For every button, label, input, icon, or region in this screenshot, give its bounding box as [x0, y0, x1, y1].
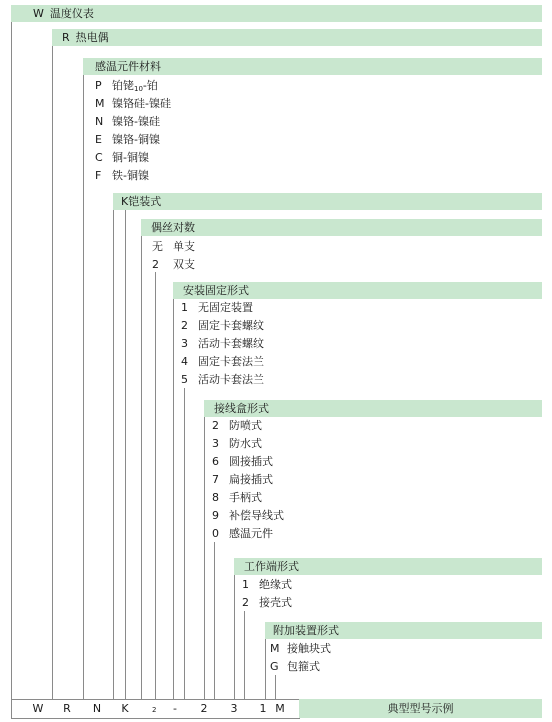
workend-item [242, 594, 292, 611]
connector-line [113, 210, 114, 699]
workend-item-label: 绝缘式 [259, 578, 292, 591]
mounting-item [181, 299, 253, 316]
connector-line [265, 639, 266, 699]
mounting-title: 安装固定形式 [183, 284, 249, 297]
junction-item-label: 扁接插式 [229, 473, 273, 486]
pairs-title: 偶丝对数 [151, 221, 195, 234]
connector-line [11, 22, 12, 699]
junction-item-label: 补偿导线式 [229, 509, 284, 522]
level1-label: 温度仪表 [49, 7, 94, 20]
mounting-item-label: 固定卡套螺纹 [198, 319, 264, 332]
sensing-item-code: N [95, 115, 104, 128]
mounting-item [181, 371, 264, 388]
connector-line [204, 417, 205, 699]
sensing-item-code: C [95, 151, 103, 164]
accessory-item [270, 640, 331, 657]
connector-line [244, 611, 245, 699]
example-code-r: R [63, 702, 71, 715]
example-code-w: W [32, 702, 44, 715]
mounting-item-label: 无固定装置 [198, 301, 253, 314]
connector-line [275, 675, 276, 699]
junction-item-code: 0 [212, 527, 219, 540]
mounting-item-label: 固定卡套法兰 [198, 355, 264, 368]
workend-header [234, 558, 542, 575]
example-label: 典型型号示例 [299, 699, 542, 718]
workend-title: 工作端形式 [244, 560, 299, 573]
workend-item-code: 2 [242, 596, 249, 609]
pairs-item-single [152, 238, 195, 255]
example-code-k-subscript: 2 [152, 706, 157, 714]
sensing-item-m [95, 95, 171, 112]
armored-header [113, 193, 542, 210]
junction-header [204, 400, 542, 417]
mounting-item-code: 2 [181, 319, 188, 332]
mounting-item-label: 活动卡套螺纹 [198, 337, 264, 350]
junction-item [212, 435, 262, 452]
mounting-header [173, 282, 542, 299]
pairs-header [141, 219, 542, 236]
example-code-3: 3 [230, 702, 238, 715]
armored-label: 铠装式 [128, 195, 162, 208]
mounting-item-code: 5 [181, 373, 188, 386]
example-code-m: M [275, 702, 285, 715]
connector-line [184, 388, 185, 699]
junction-item-label: 圆接插式 [229, 455, 273, 468]
junction-item [212, 471, 273, 488]
accessory-title: 附加装置形式 [273, 624, 339, 637]
junction-title: 接线盒形式 [214, 402, 269, 415]
example-code-1: 1 [259, 702, 267, 715]
armored-code: K [121, 195, 129, 208]
mounting-item-code: 1 [181, 301, 188, 314]
sensing-item-label: 镍铬硅-镍硅 [112, 97, 171, 110]
mounting-item [181, 353, 264, 370]
sensing-item-code: F [95, 169, 102, 182]
mounting-item-code: 4 [181, 355, 188, 368]
level2-code: R [62, 31, 70, 44]
junction-item-label: 防水式 [229, 437, 262, 450]
mounting-item-code: 3 [181, 337, 188, 350]
connector-line [234, 575, 235, 699]
workend-item-code: 1 [242, 578, 249, 591]
connector-line [155, 272, 156, 699]
accessory-item-code: G [270, 660, 279, 673]
example-code-n: N [92, 702, 102, 715]
junction-item [212, 525, 273, 542]
sensing-item-suffix: -铂 [142, 79, 158, 92]
example-code-k: K [121, 702, 129, 715]
sensing-item-c [95, 149, 149, 166]
accessory-item [270, 658, 320, 675]
level1-header [11, 5, 542, 22]
mounting-item [181, 317, 264, 334]
workend-item [242, 576, 292, 593]
junction-item-code: 9 [212, 509, 219, 522]
junction-item-code: 3 [212, 437, 219, 450]
sensing-item-code: E [95, 133, 102, 146]
example-code-2: 2 [200, 702, 208, 715]
sensing-item-code: M [95, 97, 105, 110]
sensing-item-label: 铜-铜镍 [112, 151, 149, 164]
connector-line [214, 542, 215, 699]
mounting-item-label: 活动卡套法兰 [198, 373, 264, 386]
level2-header [52, 29, 542, 46]
accessory-item-label: 接触块式 [287, 642, 331, 655]
pairs-item-double [152, 256, 195, 273]
junction-item-label: 防喷式 [229, 419, 262, 432]
pairs-item-code: 无 [152, 240, 163, 253]
sensing-item-label: 镍铬-铜镍 [112, 133, 160, 146]
junction-item-code: 6 [212, 455, 219, 468]
pairs-item-label: 双支 [173, 258, 195, 271]
junction-item [212, 417, 262, 434]
connector-line [125, 210, 126, 699]
connector-line [141, 236, 142, 699]
workend-item-label: 接壳式 [259, 596, 292, 609]
sensing-title: 感温元件材料 [95, 60, 161, 73]
junction-item [212, 453, 273, 470]
pairs-item-label: 单支 [173, 240, 195, 253]
sensing-item-label: 铁-铜镍 [112, 169, 149, 182]
sensing-header [83, 58, 542, 75]
level1-code: W [33, 7, 44, 20]
sensing-item-p [95, 77, 158, 94]
connector-line [83, 75, 84, 699]
sensing-item-label: 铂铑 [112, 79, 134, 92]
sensing-item-f [95, 167, 149, 184]
sensing-item-code: P [95, 79, 102, 92]
accessory-item-code: M [270, 642, 280, 655]
sensing-item-e [95, 131, 160, 148]
mounting-item [181, 335, 264, 352]
sensing-item-subscript: 10 [134, 85, 143, 93]
junction-item [212, 507, 284, 524]
accessory-item-label: 包箍式 [287, 660, 320, 673]
junction-item-code: 8 [212, 491, 219, 504]
junction-item-label: 感温元件 [229, 527, 273, 540]
junction-item [212, 489, 262, 506]
junction-item-code: 7 [212, 473, 219, 486]
connector-line [52, 46, 53, 699]
level2-label: 热电偶 [75, 31, 109, 44]
sensing-item-label: 镍铬-镍硅 [112, 115, 160, 128]
sensing-item-n [95, 113, 160, 130]
connector-line [173, 299, 174, 699]
pairs-item-code: 2 [152, 258, 159, 271]
junction-item-label: 手柄式 [229, 491, 262, 504]
junction-item-code: 2 [212, 419, 219, 432]
example-code-dash: - [173, 702, 177, 715]
accessory-header [265, 622, 542, 639]
